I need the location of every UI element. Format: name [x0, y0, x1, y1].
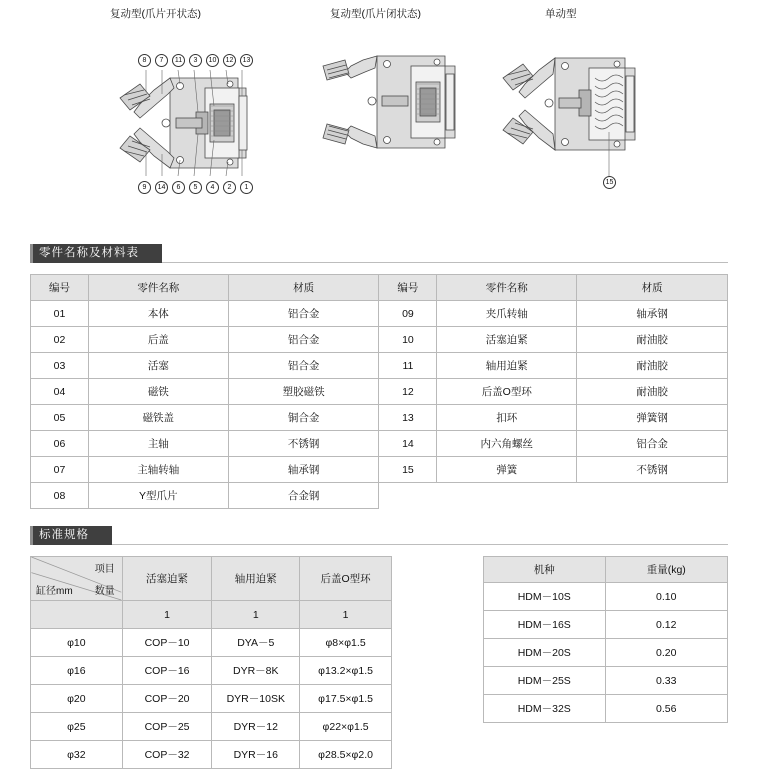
table-row: [484, 583, 728, 611]
parts-cell: 铝合金: [228, 327, 379, 353]
table-row: [31, 405, 728, 431]
parts-header-name-2: 零件名称: [437, 275, 577, 301]
parts-cell: 11: [379, 353, 437, 379]
drawing-single-acting-svg: [495, 26, 685, 196]
parts-cell: 主轴转轴: [88, 457, 228, 483]
seal-spec-cell: φ32: [31, 741, 123, 769]
weight-cell-model: HDM－16S: [484, 611, 606, 639]
seal-spec-qty-cell: 1: [122, 601, 212, 629]
parts-cell: 夹爪转轴: [437, 301, 577, 327]
seal-spec-cell: φ22×φ1.5: [300, 713, 392, 741]
seal-spec-cell: φ17.5×φ1.5: [300, 685, 392, 713]
weight-header-model: 机种: [484, 557, 606, 583]
parts-cell: 本体: [88, 301, 228, 327]
callout-4: 4: [206, 181, 219, 194]
table-row: [31, 353, 728, 379]
seal-spec-cell: φ20: [31, 685, 123, 713]
parts-cell: 08: [31, 483, 89, 509]
parts-cell: 轴承钢: [228, 457, 379, 483]
table-row: [31, 657, 392, 685]
parts-table: [30, 274, 728, 509]
table-row: [31, 327, 728, 353]
seal-spec-cell: φ25: [31, 713, 123, 741]
parts-cell: 弹簧钢: [577, 405, 728, 431]
callout-2: 2: [223, 181, 236, 194]
callout-11: 11: [172, 54, 185, 67]
parts-cell-empty: [437, 483, 577, 509]
figure-caption-single: 单动型: [545, 8, 577, 20]
parts-cell: 耐油胶: [577, 379, 728, 405]
parts-cell: 01: [31, 301, 89, 327]
weight-cell-model: HDM－10S: [484, 583, 606, 611]
parts-cell: 13: [379, 405, 437, 431]
parts-cell: 不锈钢: [577, 457, 728, 483]
callout-12: 12: [223, 54, 236, 67]
seal-spec-cell: φ28.5×φ2.0: [300, 741, 392, 769]
parts-cell: 内六角螺丝: [437, 431, 577, 457]
technical-drawings: [0, 26, 758, 221]
weight-table-head: [484, 557, 728, 583]
callout-3: 3: [189, 54, 202, 67]
callout-5: 5: [189, 181, 202, 194]
table-row: [31, 379, 728, 405]
parts-cell: 活塞: [88, 353, 228, 379]
seal-spec-header-row: [31, 557, 392, 601]
seal-spec-qty-cell: 1: [300, 601, 392, 629]
table-row: [31, 431, 728, 457]
seal-spec-cell: COP－20: [122, 685, 212, 713]
parts-cell: 15: [379, 457, 437, 483]
weight-cell-weight: 0.56: [605, 695, 728, 723]
parts-table-header-row: [31, 275, 728, 301]
weight-table-body: [484, 583, 728, 723]
callout-7: 7: [155, 54, 168, 67]
parts-header-name-1: 零件名称: [88, 275, 228, 301]
parts-cell: 磁铁盖: [88, 405, 228, 431]
seal-spec-cell: φ13.2×φ1.5: [300, 657, 392, 685]
parts-cell: 铝合金: [228, 353, 379, 379]
seal-spec-cell: DYR－10SK: [212, 685, 300, 713]
table-row: [484, 667, 728, 695]
parts-cell: 塑胶磁铁: [228, 379, 379, 405]
parts-cell: 03: [31, 353, 89, 379]
seal-spec-cell: COP－25: [122, 713, 212, 741]
parts-cell: 轴承钢: [577, 301, 728, 327]
drawing-double-acting-closed-svg: [315, 26, 495, 186]
seal-spec-corner-cell: [31, 557, 123, 601]
callout-6: 6: [172, 181, 185, 194]
callout-9: 9: [138, 181, 151, 194]
table-row: [484, 611, 728, 639]
drawing-double-acting-open-svg: [110, 26, 300, 221]
parts-cell: 07: [31, 457, 89, 483]
parts-cell: 12: [379, 379, 437, 405]
parts-cell: 后盖O型环: [437, 379, 577, 405]
section-header-spec: 标准规格: [30, 526, 112, 545]
figure-caption-double-closed: 复动型(爪片闭状态): [330, 8, 421, 20]
weight-cell-weight: 0.20: [605, 639, 728, 667]
seal-spec-cell: COP－32: [122, 741, 212, 769]
weight-table-header-row: [484, 557, 728, 583]
section-rule-parts: [162, 262, 728, 263]
seal-spec-cell: φ8×φ1.5: [300, 629, 392, 657]
table-row: [31, 685, 392, 713]
weight-header-weight: 重量(kg): [605, 557, 728, 583]
weight-cell-weight: 0.12: [605, 611, 728, 639]
parts-cell: 02: [31, 327, 89, 353]
parts-cell: 耐油胶: [577, 353, 728, 379]
parts-header-mat-1: 材质: [228, 275, 379, 301]
parts-cell-empty: [379, 483, 437, 509]
seal-spec-cell: DYR－16: [212, 741, 300, 769]
parts-cell-empty: [577, 483, 728, 509]
parts-cell: 14: [379, 431, 437, 457]
seal-spec-body: [31, 629, 392, 769]
table-row: [31, 741, 392, 769]
seal-spec-header-oring: 后盖O型环: [300, 557, 392, 601]
callout-8: 8: [138, 54, 151, 67]
seal-spec-cell: DYA－5: [212, 629, 300, 657]
drawing-single-acting: [495, 26, 685, 206]
parts-table-body: [31, 301, 728, 509]
seal-spec-qty-row: [31, 601, 392, 629]
table-row: [31, 713, 392, 741]
parts-header-no-2: 编号: [379, 275, 437, 301]
parts-cell: Y型爪片: [88, 483, 228, 509]
parts-cell: 06: [31, 431, 89, 457]
parts-cell: 活塞迫紧: [437, 327, 577, 353]
corner-label-qty: 数量: [94, 586, 115, 597]
drawing-double-acting-open: [110, 26, 300, 221]
parts-cell: 09: [379, 301, 437, 327]
parts-cell: 主轴: [88, 431, 228, 457]
table-row: [31, 629, 392, 657]
parts-cell: 轴用迫紧: [437, 353, 577, 379]
seal-spec-cell: φ10: [31, 629, 123, 657]
seal-spec-header-shaft: 轴用迫紧: [212, 557, 300, 601]
seal-spec-qty-cell: 1: [212, 601, 300, 629]
seal-spec-cell: COP－10: [122, 629, 212, 657]
corner-label-dia: 缸径mm: [36, 586, 73, 597]
table-row: [484, 695, 728, 723]
weight-cell-model: HDM－20S: [484, 639, 606, 667]
parts-cell: 04: [31, 379, 89, 405]
callout-1: 1: [240, 181, 253, 194]
weight-cell-model: HDM－32S: [484, 695, 606, 723]
parts-cell: 耐油胶: [577, 327, 728, 353]
table-row: [31, 301, 728, 327]
callout-14: 14: [155, 181, 168, 194]
parts-cell: 不锈钢: [228, 431, 379, 457]
seal-spec-cell: DYR－8K: [212, 657, 300, 685]
table-row: [31, 483, 728, 509]
parts-cell: 铜合金: [228, 405, 379, 431]
weight-cell-weight: 0.33: [605, 667, 728, 695]
weight-cell-weight: 0.10: [605, 583, 728, 611]
table-row: [31, 457, 728, 483]
drawing-double-acting-closed: [315, 26, 495, 186]
seal-spec-table: [30, 556, 392, 769]
seal-spec-cell: DYR－12: [212, 713, 300, 741]
seal-spec-head: [31, 557, 392, 629]
parts-cell: 10: [379, 327, 437, 353]
figure-caption-double-open: 复动型(爪片开状态): [110, 8, 201, 20]
section-rule-spec: [112, 544, 728, 545]
corner-label-item: 项目: [94, 564, 115, 575]
parts-cell: 铝合金: [228, 301, 379, 327]
weight-table: [483, 556, 728, 723]
weight-cell-model: HDM－25S: [484, 667, 606, 695]
parts-cell: 后盖: [88, 327, 228, 353]
seal-spec-qty-blank: [31, 601, 123, 629]
table-row: [484, 639, 728, 667]
callout-13: 13: [240, 54, 253, 67]
parts-cell: 磁铁: [88, 379, 228, 405]
seal-spec-cell: COP－16: [122, 657, 212, 685]
callout-15: 15: [603, 176, 616, 189]
parts-table-head: [31, 275, 728, 301]
parts-header-no-1: 编号: [31, 275, 89, 301]
parts-cell: 合金钢: [228, 483, 379, 509]
parts-header-mat-2: 材质: [577, 275, 728, 301]
parts-cell: 05: [31, 405, 89, 431]
section-header-parts: 零件名称及材料表: [30, 244, 162, 263]
parts-cell: 铝合金: [577, 431, 728, 457]
parts-cell: 弹簧: [437, 457, 577, 483]
seal-spec-cell: φ16: [31, 657, 123, 685]
callout-10: 10: [206, 54, 219, 67]
figure-captions: [0, 4, 758, 24]
parts-cell: 扣环: [437, 405, 577, 431]
seal-spec-header-piston: 活塞迫紧: [122, 557, 212, 601]
